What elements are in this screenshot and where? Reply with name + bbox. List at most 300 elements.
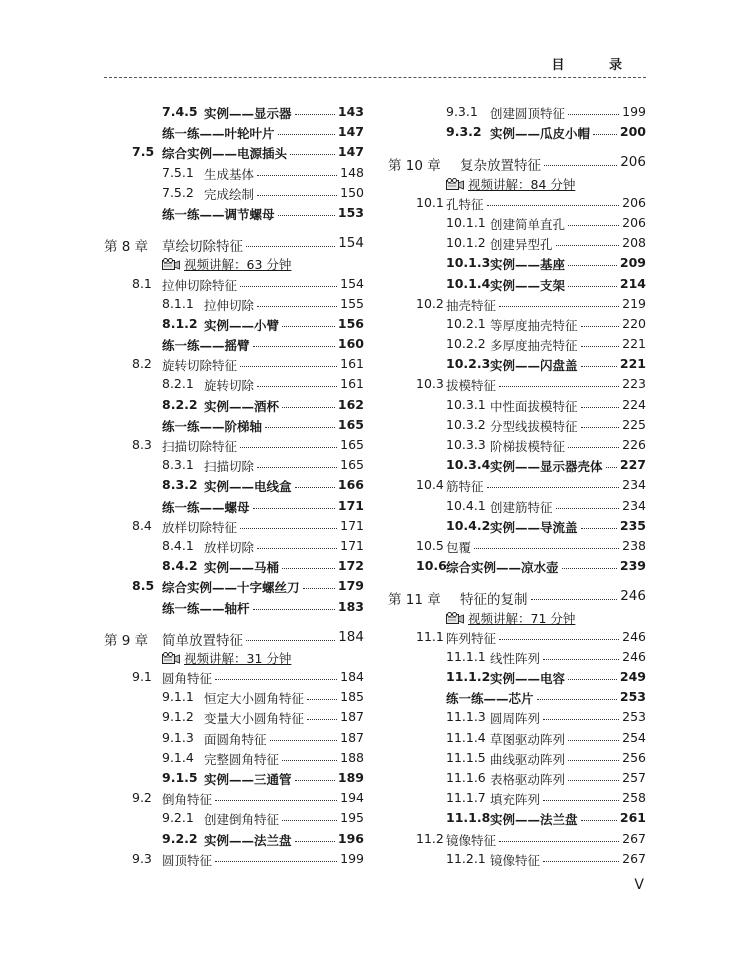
toc-entry-page: 234 bbox=[622, 497, 646, 513]
toc-entry-sub[interactable] bbox=[104, 185, 364, 205]
toc-entry-number: 10.4 bbox=[416, 477, 444, 493]
toc-leader-dots bbox=[543, 719, 619, 720]
toc-leader-dots bbox=[568, 114, 619, 115]
toc-entry-title: 线性阵列 bbox=[490, 650, 541, 666]
toc-leader-dots bbox=[581, 528, 617, 529]
toc-entry-sub[interactable] bbox=[388, 709, 646, 729]
toc-entry-page: 221 bbox=[622, 336, 646, 352]
toc-entry-title: 拉伸切除特征 bbox=[162, 277, 238, 293]
toc-entry-sub[interactable] bbox=[388, 397, 646, 417]
toc-entry-sub[interactable] bbox=[104, 770, 364, 790]
toc-leader-dots bbox=[303, 588, 335, 589]
toc-leader-dots bbox=[240, 447, 337, 448]
toc-entry-number: 9.3.1 bbox=[446, 104, 478, 119]
toc-entry-title: 倒角特征 bbox=[162, 792, 213, 808]
toc-entry-sub[interactable] bbox=[104, 750, 364, 770]
toc-entry-number: 9.2 bbox=[132, 790, 152, 806]
toc-entry-practice[interactable] bbox=[104, 205, 364, 225]
toc-entry-number: 11.1 bbox=[416, 628, 444, 644]
toc-leader-dots bbox=[257, 386, 337, 387]
toc-entry-title: 实例——基座 bbox=[490, 257, 566, 273]
toc-entry-number: 10.2.2 bbox=[446, 336, 486, 352]
toc-entry-page: 246 bbox=[622, 628, 646, 644]
toc-leader-dots bbox=[499, 386, 619, 387]
toc-entry-number: 8.3.2 bbox=[162, 477, 198, 493]
toc-leader-dots bbox=[278, 215, 335, 216]
toc-entry-practice[interactable] bbox=[104, 336, 364, 356]
toc-leader-dots bbox=[543, 800, 619, 801]
toc-entry-number: 11.2.1 bbox=[446, 850, 486, 866]
toc-entry-title: 复杂放置特征 bbox=[460, 158, 541, 175]
toc-entry-sub[interactable] bbox=[388, 649, 646, 669]
toc-entry-title: 多厚度抽壳特征 bbox=[490, 338, 578, 354]
toc-entry-sub[interactable] bbox=[388, 790, 646, 810]
toc-entry-sub[interactable] bbox=[388, 457, 646, 477]
toc-entry-title: 扫描切除特征 bbox=[162, 439, 238, 454]
toc-entry-title: 创建倒角特征 bbox=[204, 812, 280, 828]
toc-entry-section[interactable] bbox=[388, 195, 646, 215]
toc-entry-sub[interactable] bbox=[388, 316, 646, 336]
toc-leader-dots bbox=[257, 195, 337, 196]
toc-entry-page: 156 bbox=[337, 315, 364, 331]
toc-entry-title: 扫描切除 bbox=[204, 459, 255, 475]
toc-leader-dots bbox=[282, 760, 337, 761]
toc-entry-page: 162 bbox=[337, 396, 364, 412]
toc-entry-title: 圆角特征 bbox=[162, 671, 213, 687]
toc-leader-dots bbox=[581, 820, 617, 821]
toc-entry-sub[interactable] bbox=[104, 477, 364, 497]
toc-entry-number: 8.2 bbox=[132, 356, 152, 372]
toc-entry-number: 9.2.1 bbox=[162, 810, 194, 826]
toc-entry-page: 185 bbox=[340, 689, 364, 705]
toc-entry-title: 孔特征 bbox=[446, 196, 484, 212]
toc-entry-page: 161 bbox=[340, 376, 364, 392]
video-camera-icon bbox=[162, 258, 180, 271]
toc-entry-number: 10.4.2 bbox=[446, 517, 491, 533]
toc-entry-title: 完整圆角特征 bbox=[204, 751, 280, 767]
toc-entry-number: 9.1.1 bbox=[162, 689, 194, 705]
toc-leader-dots bbox=[295, 114, 335, 115]
toc-entry-page: 214 bbox=[619, 275, 646, 291]
toc-leader-dots bbox=[215, 679, 337, 680]
toc-entry-sub[interactable] bbox=[388, 104, 646, 124]
toc-entry-title: 生成基体 bbox=[204, 166, 255, 182]
toc-entry-sub[interactable] bbox=[104, 165, 364, 185]
toc-entry-title: 练一练——调节螺母 bbox=[162, 206, 275, 222]
toc-entry-page: 147 bbox=[337, 124, 364, 140]
toc-leader-dots bbox=[568, 225, 619, 226]
toc-entry-page: 195 bbox=[340, 810, 364, 826]
toc-leader-dots bbox=[295, 841, 335, 842]
toc-entry-number: 8.4.2 bbox=[162, 558, 198, 574]
header-divider bbox=[104, 77, 646, 78]
toc-entry-sub[interactable] bbox=[104, 709, 364, 729]
toc-entry-page: 261 bbox=[619, 810, 646, 826]
toc-leader-dots bbox=[257, 548, 337, 549]
toc-leader-dots bbox=[568, 760, 619, 761]
toc-entry-page: 147 bbox=[337, 144, 364, 160]
toc-entry-title: 筋特征 bbox=[446, 479, 484, 495]
toc-entry-page: 143 bbox=[337, 104, 364, 119]
toc-leader-dots bbox=[531, 599, 618, 600]
toc-entry-number: 10.3.1 bbox=[446, 396, 486, 412]
toc-leader-dots bbox=[562, 568, 617, 569]
toc-entry-title: 实例——电线盒 bbox=[204, 479, 292, 495]
toc-leader-dots bbox=[568, 780, 619, 781]
toc-entry-video[interactable] bbox=[388, 609, 646, 629]
toc-entry-number: 8.1 bbox=[132, 275, 152, 291]
video-duration-label[interactable]: 视频讲解：71 分钟 bbox=[468, 610, 576, 626]
toc-entry-page: 256 bbox=[622, 749, 646, 765]
toc-entry-title: 综合实例——电源插头 bbox=[162, 146, 288, 162]
toc-entry-title: 拔模特征 bbox=[446, 378, 497, 394]
toc-entry-number: 9.3 bbox=[132, 850, 152, 866]
toc-entry-page: 206 bbox=[622, 194, 646, 210]
toc-entry-title: 旋转切除特征 bbox=[162, 358, 238, 374]
toc-entry-page: 225 bbox=[622, 416, 646, 432]
toc-leader-dots bbox=[265, 427, 335, 428]
toc-entry-sub[interactable] bbox=[388, 810, 646, 830]
toc-entry-number: 11.1.6 bbox=[446, 770, 486, 785]
toc-right-column bbox=[388, 104, 646, 871]
toc-entry-title: 实例——导流盖 bbox=[490, 519, 578, 535]
toc-entry-practice[interactable] bbox=[104, 599, 364, 619]
toc-entry-video[interactable] bbox=[104, 255, 364, 275]
toc-entry-title: 包覆 bbox=[446, 539, 472, 555]
toc-entry-number: 8.2.2 bbox=[162, 396, 198, 412]
toc-leader-dots bbox=[253, 346, 335, 347]
toc-entry-page: 199 bbox=[622, 104, 646, 119]
toc-leader-dots bbox=[568, 286, 617, 287]
toc-leader-dots bbox=[568, 740, 619, 741]
toc-entry-section[interactable] bbox=[388, 296, 646, 316]
toc-entry-title: 旋转切除 bbox=[204, 378, 255, 394]
toc-entry-number: 10.1.4 bbox=[446, 275, 491, 291]
toc-entry-section[interactable] bbox=[104, 578, 364, 598]
toc-entry-title: 等厚度抽壳特征 bbox=[490, 317, 578, 333]
toc-entry-section[interactable] bbox=[388, 558, 646, 578]
toc-entry-sub[interactable] bbox=[104, 104, 364, 124]
toc-leader-dots bbox=[295, 780, 335, 781]
toc-leader-dots bbox=[581, 427, 620, 428]
toc-leader-dots bbox=[474, 548, 619, 549]
toc-entry-page: 165 bbox=[340, 437, 364, 452]
toc-entry-sub[interactable] bbox=[388, 730, 646, 750]
toc-entry-title: 圆周阵列 bbox=[490, 711, 541, 727]
toc-entry-number: 10.1.2 bbox=[446, 235, 486, 251]
toc-leader-dots bbox=[568, 679, 617, 680]
toc-entry-sub[interactable] bbox=[104, 730, 364, 750]
toc-entry-page: 171 bbox=[340, 537, 364, 553]
toc-entry-page: 166 bbox=[337, 477, 364, 493]
toc-entry-number: 11.1.8 bbox=[446, 810, 491, 826]
toc-leader-dots bbox=[253, 609, 335, 610]
toc-entry-sub[interactable] bbox=[388, 255, 646, 275]
toc-entry-sub[interactable] bbox=[388, 498, 646, 518]
toc-entry-sub[interactable] bbox=[104, 397, 364, 417]
toc-entry-title: 放样切除 bbox=[204, 539, 255, 555]
toc-entry-sub[interactable] bbox=[388, 124, 646, 144]
toc-leader-dots bbox=[215, 800, 337, 801]
toc-entry-page: 246 bbox=[620, 588, 646, 605]
toc-entry-number: 8.3 bbox=[132, 437, 152, 452]
toc-entry-practice[interactable] bbox=[104, 417, 364, 437]
toc-entry-number: 8.1.2 bbox=[162, 315, 198, 331]
toc-leader-dots bbox=[556, 245, 620, 246]
toc-leader-dots bbox=[581, 326, 620, 327]
toc-leader-dots bbox=[556, 508, 620, 509]
toc-entry-number: 8.3.1 bbox=[162, 457, 194, 473]
toc-entry-title: 创建圆顶特征 bbox=[490, 106, 566, 121]
toc-entry-number: 10.5 bbox=[416, 537, 444, 553]
toc-entry-page: 184 bbox=[338, 628, 364, 645]
toc-spacer bbox=[104, 619, 364, 629]
toc-entry-page: 267 bbox=[622, 830, 646, 846]
toc-entry-title: 面圆角特征 bbox=[204, 731, 267, 747]
toc-entry-sub[interactable] bbox=[388, 235, 646, 255]
toc-entry-number: 10.4.1 bbox=[446, 497, 486, 513]
toc-entry-title: 抽壳特征 bbox=[446, 297, 497, 313]
toc-entry-page: 208 bbox=[622, 235, 646, 251]
toc-entry-title: 简单放置特征 bbox=[162, 632, 243, 649]
toc-entry-section[interactable] bbox=[388, 831, 646, 851]
toc-entry-sub[interactable] bbox=[104, 376, 364, 396]
toc-entry-title: 分型线拔模特征 bbox=[490, 418, 578, 434]
toc-entry-page: 172 bbox=[337, 558, 364, 574]
toc-entry-section[interactable] bbox=[388, 376, 646, 396]
toc-spacer bbox=[388, 144, 646, 154]
toc-entry-sub[interactable] bbox=[388, 669, 646, 689]
toc-entry-title: 镜像特征 bbox=[446, 832, 497, 848]
toc-entry-section[interactable] bbox=[104, 437, 364, 457]
toc-entry-title: 实例——显示器壳体 bbox=[490, 459, 603, 475]
toc-leader-dots bbox=[606, 467, 617, 468]
toc-entry-number: 10.3.4 bbox=[446, 457, 491, 473]
toc-entry-section[interactable] bbox=[104, 276, 364, 296]
toc-entry-number: 7.5.1 bbox=[162, 164, 194, 180]
toc-entry-title: 实例——三通管 bbox=[204, 772, 292, 787]
toc-entry-number: 11.1.3 bbox=[446, 709, 486, 725]
toc-entry-title: 表格驱动阵列 bbox=[490, 772, 566, 787]
toc-entry-number: 第 9 章 bbox=[104, 632, 149, 649]
toc-entry-section[interactable] bbox=[104, 851, 364, 871]
toc-entry-practice[interactable] bbox=[104, 124, 364, 144]
toc-entry-title: 特征的复制 bbox=[460, 592, 528, 609]
toc-entry-title: 实例——显示器 bbox=[204, 106, 292, 121]
toc-leader-dots bbox=[282, 820, 337, 821]
toc-entry-chapter[interactable] bbox=[104, 235, 364, 255]
toc-entry-section[interactable] bbox=[388, 477, 646, 497]
toc-entry-section[interactable] bbox=[104, 144, 364, 164]
toc-entry-sub[interactable] bbox=[104, 810, 364, 830]
toc-entry-title: 创建异型孔 bbox=[490, 237, 553, 253]
toc-entry-number: 9.1 bbox=[132, 669, 152, 685]
toc-entry-section[interactable] bbox=[388, 538, 646, 558]
toc-entry-number: 10.3 bbox=[416, 376, 444, 392]
toc-entry-chapter[interactable] bbox=[104, 629, 364, 649]
toc-leader-dots bbox=[295, 487, 335, 488]
toc-entry-page: 161 bbox=[340, 356, 364, 372]
toc-entry-title: 实例——闪盘盖 bbox=[490, 358, 578, 374]
toc-entry-title: 阶梯拔模特征 bbox=[490, 439, 566, 454]
toc-entry-number: 11.1.7 bbox=[446, 790, 486, 806]
toc-entry-sub[interactable] bbox=[104, 296, 364, 316]
toc-entry-number: 9.1.2 bbox=[162, 709, 194, 725]
toc-entry-number: 9.1.5 bbox=[162, 770, 198, 785]
toc-entry-title: 实例——法兰盘 bbox=[490, 812, 578, 828]
toc-entry-page: 253 bbox=[622, 709, 646, 725]
toc-entry-title: 变量大小圆角特征 bbox=[204, 711, 305, 727]
toc-entry-page: 165 bbox=[337, 416, 364, 432]
toc-leader-dots bbox=[307, 719, 337, 720]
toc-leader-dots bbox=[257, 175, 337, 176]
toc-leader-dots bbox=[499, 841, 619, 842]
toc-entry-title: 恒定大小圆角特征 bbox=[204, 691, 305, 707]
toc-leader-dots bbox=[240, 286, 337, 287]
toc-entry-number: 10.1 bbox=[416, 194, 444, 210]
toc-entry-sub[interactable] bbox=[388, 518, 646, 538]
toc-entry-section[interactable] bbox=[104, 518, 364, 538]
toc-entry-page: 154 bbox=[338, 235, 364, 252]
toc-entry-number: 10.3.3 bbox=[446, 437, 486, 452]
toc-entry-page: 206 bbox=[620, 154, 646, 171]
toc-entry-number: 11.1.1 bbox=[446, 648, 486, 664]
toc-entry-page: 179 bbox=[337, 578, 364, 594]
toc-entry-number: 10.2.3 bbox=[446, 356, 491, 372]
toc-leader-dots bbox=[307, 699, 337, 700]
toc-entry-sub[interactable] bbox=[388, 437, 646, 457]
toc-entry-page: 183 bbox=[337, 598, 364, 614]
toc-entry-practice[interactable] bbox=[388, 689, 646, 709]
toc-entry-section[interactable] bbox=[104, 790, 364, 810]
toc-entry-page: 235 bbox=[619, 517, 646, 533]
toc-entry-sub[interactable] bbox=[388, 356, 646, 376]
toc-entry-section[interactable] bbox=[104, 669, 364, 689]
toc-leader-dots bbox=[487, 205, 620, 206]
toc-spacer bbox=[104, 225, 364, 235]
toc-entry-title: 练一练——摇臂 bbox=[162, 338, 250, 354]
toc-entry-page: 246 bbox=[622, 648, 646, 664]
toc-entry-sub[interactable] bbox=[104, 316, 364, 336]
toc-leader-dots bbox=[537, 699, 617, 700]
toc-leader-dots bbox=[278, 134, 335, 135]
toc-entry-number: 11.2 bbox=[416, 830, 444, 846]
toc-entry-number: 11.1.2 bbox=[446, 669, 491, 685]
toc-entry-title: 曲线驱动阵列 bbox=[490, 751, 566, 767]
toc-entry-sub[interactable] bbox=[104, 558, 364, 578]
toc-leader-dots bbox=[246, 246, 335, 247]
toc-entry-video[interactable] bbox=[104, 649, 364, 669]
toc-entry-sub[interactable] bbox=[388, 851, 646, 871]
toc-entry-page: 160 bbox=[337, 336, 364, 352]
toc-entry-number: 11.1.5 bbox=[446, 749, 486, 765]
toc-entry-page: 257 bbox=[622, 770, 646, 785]
toc-entry-title: 圆顶特征 bbox=[162, 852, 213, 868]
toc-entry-title: 创建筋特征 bbox=[490, 499, 553, 515]
toc-entry-number: 10.6 bbox=[416, 558, 447, 574]
video-duration-label[interactable]: 视频讲解：84 分钟 bbox=[468, 176, 576, 192]
toc-entry-section[interactable] bbox=[388, 629, 646, 649]
toc-entry-sub[interactable] bbox=[104, 457, 364, 477]
toc-leader-dots bbox=[282, 326, 335, 327]
toc-leader-dots bbox=[487, 487, 620, 488]
toc-entry-title: 实例——酒杯 bbox=[204, 398, 280, 414]
toc-entry-title: 镜像特征 bbox=[490, 852, 541, 868]
toc-entry-sub[interactable] bbox=[388, 336, 646, 356]
toc-entry-practice[interactable] bbox=[104, 498, 364, 518]
toc-entry-chapter[interactable] bbox=[388, 154, 646, 174]
toc-entry-page: 184 bbox=[340, 669, 364, 685]
toc-entry-number: 8.1.1 bbox=[162, 295, 194, 311]
toc-entry-title: 草绘切除特征 bbox=[162, 239, 243, 256]
toc-entry-chapter[interactable] bbox=[388, 588, 646, 608]
toc-leader-dots bbox=[215, 861, 337, 862]
toc-entry-number: 7.5 bbox=[132, 144, 155, 160]
toc-entry-number: 9.1.4 bbox=[162, 749, 194, 765]
video-duration-label[interactable]: 视频讲解：63 分钟 bbox=[184, 257, 292, 273]
toc-entry-title: 实例——马桶 bbox=[204, 560, 280, 576]
toc-entry-page: 148 bbox=[340, 164, 364, 180]
toc-entry-page: 187 bbox=[340, 709, 364, 725]
toc-entry-page: 150 bbox=[340, 184, 364, 200]
toc-entry-sub[interactable] bbox=[104, 689, 364, 709]
toc-entry-page: 223 bbox=[622, 376, 646, 392]
toc-entry-page: 189 bbox=[337, 770, 364, 785]
toc-entry-title: 实例——瓜皮小帽 bbox=[490, 126, 591, 142]
toc-entry-title: 综合实例——凉水壶 bbox=[446, 560, 559, 576]
video-duration-label[interactable]: 视频讲解：31 分钟 bbox=[184, 650, 292, 666]
toc-leader-dots bbox=[544, 165, 617, 166]
toc-leader-dots bbox=[593, 134, 617, 135]
toc-entry-sub[interactable] bbox=[388, 276, 646, 296]
toc-entry-title: 综合实例——十字螺丝刀 bbox=[162, 580, 300, 596]
toc-leader-dots bbox=[240, 528, 337, 529]
page-header bbox=[104, 52, 646, 74]
toc-entry-page: 267 bbox=[622, 850, 646, 866]
toc-entry-title: 练一练——轴杆 bbox=[162, 600, 250, 616]
toc-entry-video[interactable] bbox=[388, 175, 646, 195]
toc-entry-number: 8.2.1 bbox=[162, 376, 194, 392]
toc-entry-title: 实例——支架 bbox=[490, 277, 566, 293]
toc-entry-page: 188 bbox=[340, 749, 364, 765]
toc-entry-section[interactable] bbox=[104, 356, 364, 376]
toc-entry-number: 10.1.1 bbox=[446, 214, 486, 230]
toc-entry-sub[interactable] bbox=[104, 538, 364, 558]
toc-entry-page: 227 bbox=[619, 457, 646, 473]
toc-leader-dots bbox=[543, 861, 619, 862]
toc-entry-page: 165 bbox=[340, 457, 364, 473]
toc-entry-number: 8.5 bbox=[132, 578, 155, 594]
toc-entry-sub[interactable] bbox=[388, 215, 646, 235]
toc-entry-sub[interactable] bbox=[388, 770, 646, 790]
toc-leader-dots bbox=[568, 447, 619, 448]
toc-entry-title: 练一练——螺母 bbox=[162, 499, 250, 515]
toc-entry-title: 实例——法兰盘 bbox=[204, 832, 292, 848]
toc-entry-sub[interactable] bbox=[388, 417, 646, 437]
toc-entry-number: 第 10 章 bbox=[388, 158, 441, 175]
toc-leader-dots bbox=[581, 366, 617, 367]
toc-entry-sub[interactable] bbox=[388, 750, 646, 770]
toc-leader-dots bbox=[499, 306, 619, 307]
toc-entry-number: 11.1.4 bbox=[446, 729, 486, 745]
toc-entry-page: 239 bbox=[619, 558, 646, 574]
toc-entry-number: 10.3.2 bbox=[446, 416, 486, 432]
toc-entry-page: 155 bbox=[340, 295, 364, 311]
toc-entry-sub[interactable] bbox=[104, 831, 364, 851]
toc-leader-dots bbox=[543, 659, 619, 660]
toc-entry-title: 完成绘制 bbox=[204, 186, 255, 202]
toc-entry-number: 8.4 bbox=[132, 517, 152, 533]
